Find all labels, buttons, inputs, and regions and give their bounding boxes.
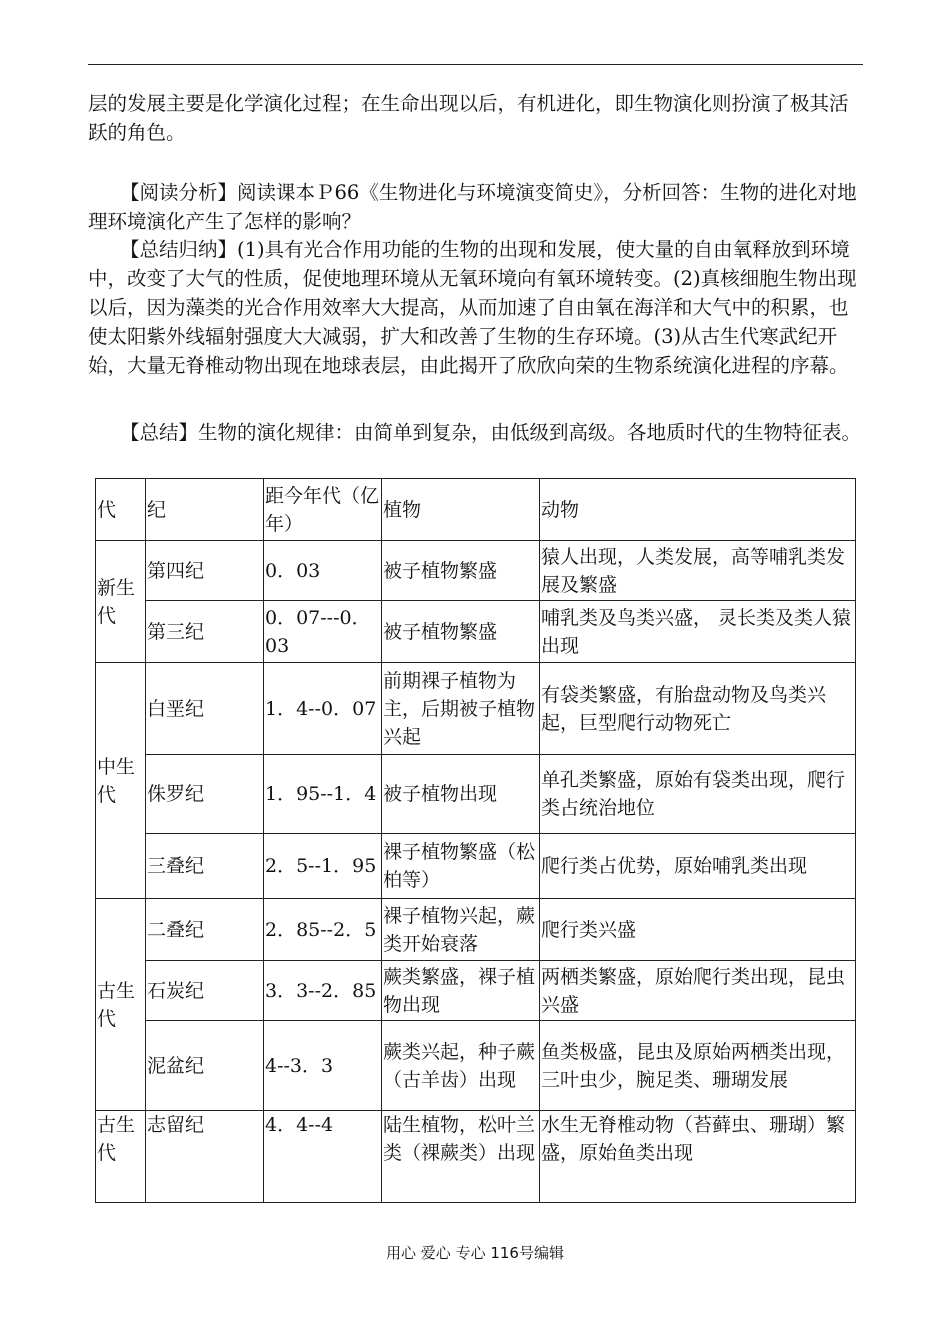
age-cell: 4．4--4 <box>264 1111 382 1203</box>
paragraph-intro: 层的发展主要是化学演化过程；在生命出现以后，有机进化，即生物演化则扮演了极其活跃的角色。 <box>88 92 849 144</box>
plants-cell: 前期裸子植物为主，后期被子植物兴起 <box>382 663 540 755</box>
header-cell-period: 纪 <box>146 479 264 541</box>
table-row <box>96 1111 856 1203</box>
era-cell: 古生代 <box>96 1111 146 1203</box>
era-cell: 古生代 <box>96 899 146 1111</box>
geologic-eras-table <box>95 478 856 1203</box>
age-cell: 4--3．3 <box>264 1021 382 1111</box>
table-row <box>96 1021 856 1111</box>
plants-cell: 被子植物繁盛 <box>382 541 540 601</box>
table-row <box>96 601 856 663</box>
animals-cell: 水生无脊椎动物（苔藓虫、珊瑚）繁盛，原始鱼类出现 <box>540 1111 856 1203</box>
era-cell: 中生代 <box>96 663 146 899</box>
age-cell: 2．5--1．95 <box>264 834 382 899</box>
plants-cell: 被子植物繁盛 <box>382 601 540 663</box>
plants-cell: 裸子植物繁盛（松柏等） <box>382 834 540 899</box>
plants-cell: 蕨类繁盛，裸子植物出现 <box>382 961 540 1021</box>
age-cell: 3．3--2．85 <box>264 961 382 1021</box>
header-cell-era: 代 <box>96 479 146 541</box>
table-header-row <box>96 479 856 541</box>
period-cell: 泥盆纪 <box>146 1021 264 1111</box>
table-row <box>96 663 856 755</box>
period-cell: 三叠纪 <box>146 834 264 899</box>
header-cell-animals: 动物 <box>540 479 856 541</box>
age-cell: 0．07---0．03 <box>264 601 382 663</box>
plants-cell: 陆生植物，松叶兰类（裸蕨类）出现 <box>382 1111 540 1203</box>
animals-cell: 猿人出现，人类发展，高等哺乳类发展及繁盛 <box>540 541 856 601</box>
paragraph-summary: 【总结】生物的演化规律：由简单到复杂，由低级到高级。各地质时代的生物特征表。 <box>120 421 862 444</box>
table-row <box>96 899 856 961</box>
header-cell-plants: 植物 <box>382 479 540 541</box>
paragraph-reading-analysis: 【阅读分析】阅读课本Ｐ66《生物进化与环境演变简史》，分析回答：生物的进化对地理环境演化产生了怎样的影响？ <box>88 181 857 233</box>
period-cell: 侏罗纪 <box>146 755 264 834</box>
header-cell-age: 距今年代（亿年） <box>264 479 382 541</box>
era-cell: 新生代 <box>96 541 146 663</box>
plants-cell: 被子植物出现 <box>382 755 540 834</box>
age-cell: 2．85--2．5 <box>264 899 382 961</box>
period-cell: 第三纪 <box>146 601 264 663</box>
age-cell: 0．03 <box>264 541 382 601</box>
animals-cell: 爬行类占优势，原始哺乳类出现 <box>540 834 856 899</box>
animals-cell: 有袋类繁盛，有胎盘动物及鸟类兴起，巨型爬行动物死亡 <box>540 663 856 755</box>
animals-cell: 两栖类繁盛，原始爬行类出现，昆虫兴盛 <box>540 961 856 1021</box>
table-row <box>96 834 856 899</box>
plants-cell: 裸子植物兴起，蕨类开始衰落 <box>382 899 540 961</box>
table-row <box>96 541 856 601</box>
period-cell: 第四纪 <box>146 541 264 601</box>
animals-cell: 单孔类繁盛，原始有袋类出现，爬行类占统治地位 <box>540 755 856 834</box>
header-rule <box>88 64 863 65</box>
period-cell: 白垩纪 <box>146 663 264 755</box>
period-cell: 二叠纪 <box>146 899 264 961</box>
animals-cell: 鱼类极盛，昆虫及原始两栖类出现，三叶虫少，腕足类、珊瑚发展 <box>540 1021 856 1111</box>
page-footer: 用心 爱心 专心 116号编辑 <box>386 1244 564 1262</box>
paragraph-summary-induction: 【总结归纳】(1)具有光合作用功能的生物的出现和发展，使大量的自由氧释放到环境中，改变了大气的性质，促使地理环境从无氧环境向有氧环境转变。(2)真核细胞生物出现以后，因为藻类的光合作用效率大大提高，从而加速了自由氧在海洋和大气中的积累，也使太阳紫外线辐射强度大大减弱，扩大和改善了生物的生存环境。(3)从古生代寒武纪开始，大量无脊椎动物出现在地球表层，由此揭开了欣欣向荣的生物系统演化进程的序幕。 <box>88 238 857 377</box>
period-cell: 石炭纪 <box>146 961 264 1021</box>
animals-cell: 爬行类兴盛 <box>540 899 856 961</box>
animals-cell: 哺乳类及鸟类兴盛， 灵长类及类人猿出现 <box>540 601 856 663</box>
age-cell: 1．95--1．4 <box>264 755 382 834</box>
period-cell: 志留纪 <box>146 1111 264 1203</box>
age-cell: 1．4--0．07 <box>264 663 382 755</box>
table-row <box>96 755 856 834</box>
table-row <box>96 961 856 1021</box>
plants-cell: 蕨类兴起，种子蕨（古羊齿）出现 <box>382 1021 540 1111</box>
